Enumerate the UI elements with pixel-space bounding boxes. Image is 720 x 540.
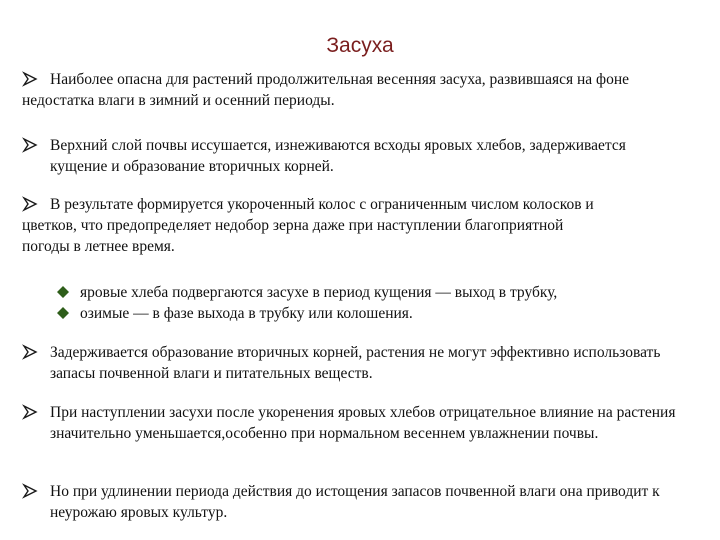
sub-list	[56, 282, 676, 324]
paragraph-1	[22, 69, 672, 111]
paragraph-3-text: В результате формируется укороченный колос с ограниченным числом колосков и цветков, что предопределяет недобор зерна даже при наступлении благоприятной погоды в летнее время.	[22, 196, 594, 255]
paragraph-1-text: Наиболее опасна для растений продолжительная весенняя засуха, развившаяся на фоне недостатка влаги в зимний и осенний периоды.	[22, 71, 630, 109]
sub-list-item	[56, 303, 676, 324]
sub-list-item	[56, 282, 676, 303]
sub-list-item-text: яровые хлеба подвергаются засухе в период кущения — выход в трубку,	[80, 284, 558, 301]
paragraph-5-text: При наступлении засухи после укоренения яровых хлебов отрицательное влияние на растения значительно уменьшается,особенно при нормальном весеннем увлажнении почвы.	[50, 404, 676, 442]
paragraph-6	[22, 481, 702, 523]
paragraph-6-text: Но при удлинении периода действия до истощения запасов почвенной влаги она приводит к неурожаю яровых культур.	[50, 483, 660, 521]
paragraph-3	[22, 194, 597, 257]
arrow-bullet-icon	[22, 344, 38, 360]
diamond-bullet-icon	[56, 285, 70, 299]
paragraph-4	[22, 342, 702, 384]
arrow-bullet-icon	[22, 404, 38, 420]
paragraph-2	[22, 135, 672, 177]
arrow-bullet-icon	[22, 137, 38, 153]
paragraph-4-text: Задерживается образование вторичных корней, растения не могут эффективно использовать запасы почвенной влаги и питательных веществ.	[50, 344, 661, 382]
arrow-bullet-icon	[22, 196, 38, 212]
paragraph-2-text: Верхний слой почвы иссушается, изнеживаются всходы яровых хлебов, задерживается кущение и образование вторичных корней.	[50, 137, 626, 175]
paragraph-5	[22, 402, 712, 444]
arrow-bullet-icon	[22, 71, 38, 87]
sub-list-item-text: озимые — в фазе выхода в трубку или колошения.	[80, 305, 413, 322]
arrow-bullet-icon	[22, 483, 38, 499]
page-title: Засуха	[326, 34, 394, 57]
diamond-bullet-icon	[56, 306, 70, 320]
